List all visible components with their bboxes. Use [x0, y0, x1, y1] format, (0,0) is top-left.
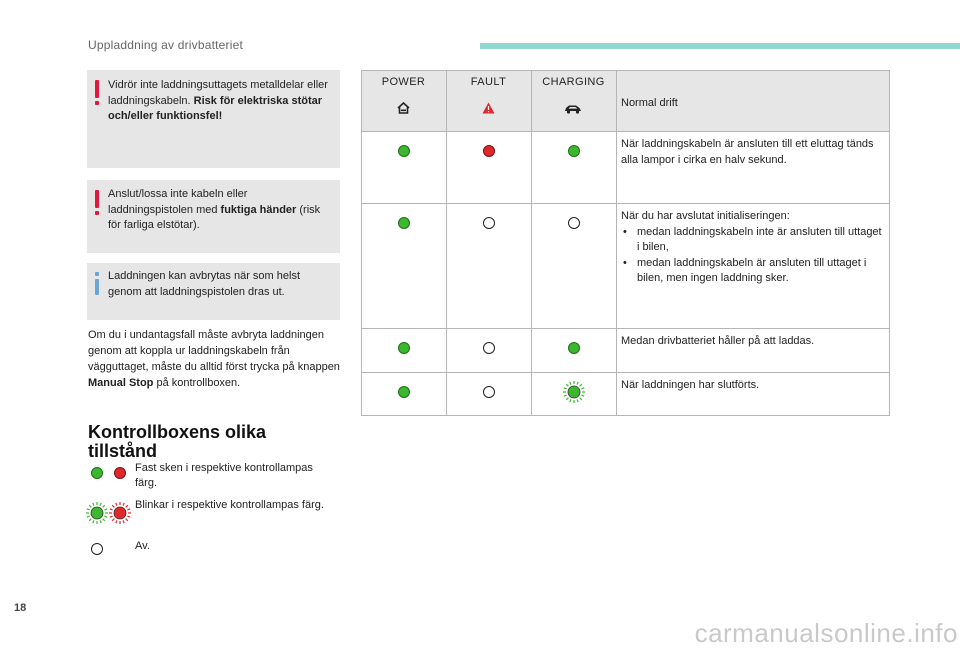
legend-off-text: Av.: [135, 540, 150, 552]
status-table: [361, 70, 890, 416]
exclamation-icon: [95, 80, 99, 98]
section-title: Kontrollboxens olika tillstånd: [88, 422, 267, 461]
green-led-icon: [398, 342, 410, 354]
row-desc: När laddningskabeln är ansluten till ett eluttag tänds alla lampor i cirka en halv sekund.: [621, 138, 874, 166]
green-led-icon: [398, 145, 410, 157]
green-led-icon: [398, 386, 410, 398]
green-led-icon: [568, 145, 580, 157]
row-desc: När laddningen har slutförts.: [621, 379, 760, 391]
warning-text: Vidrör inte laddningsuttagets metalldelar eller laddningskabeln. Risk för elektriska stötar och/eller funktionsfel!: [108, 79, 328, 122]
off-led-icon: [568, 217, 580, 229]
manual-stop-paragraph: Om du i undantagsfall måste avbryta laddningen genom att koppla ur laddningskabeln från vägguttaget, måste du alltid först trycka på knappen Manual Stop på kontrollboxen.: [88, 329, 340, 389]
info-box-interrupt: [87, 263, 340, 320]
info-icon: [95, 272, 99, 276]
page-number: 18: [14, 602, 27, 614]
exclamation-icon: [95, 190, 99, 208]
row-desc: När du har avslutat initialiseringen: • medan laddningskabeln inte är ansluten till uttaget i bilen, • medan laddningskabeln är ansluten till uttaget i bilen, men ingen laddning sker.: [621, 209, 883, 287]
green-led-icon: [398, 217, 410, 229]
page-header-title: Uppladdning av drivbatteriet: [88, 38, 244, 52]
led-off-icon: [91, 543, 103, 555]
column-header-charging: CHARGING: [542, 76, 605, 88]
green-led-icon: [568, 342, 580, 354]
watermark: carmanualsonline.info: [694, 618, 958, 648]
blinking-green-led-icon: [85, 501, 109, 525]
steady-red-led-icon: [114, 467, 126, 479]
red-led-icon: [483, 145, 495, 157]
blinking-red-led-icon: [108, 501, 132, 525]
column-header-fault: FAULT: [470, 76, 507, 88]
off-led-icon: [483, 342, 495, 354]
off-led-icon: [483, 386, 495, 398]
info-text: Laddningen kan avbrytas när som helst genom att laddningspistolen dras ut.: [108, 270, 301, 298]
bullet-item: • medan laddningskabeln inte är ansluten till uttaget i bilen,: [623, 225, 882, 253]
header-desc: Normal drift: [621, 97, 678, 109]
legend-blink-text: Blinkar i respektive kontrollampas färg.: [135, 499, 324, 511]
blinking-led-icon: [562, 380, 586, 404]
steady-green-led-icon: [91, 467, 103, 479]
off-led-icon: [483, 217, 495, 229]
bullet-item: • medan laddningskabeln är ansluten till uttaget i bilen, men ingen laddning sker.: [623, 256, 867, 284]
legend-steady-text: Fast sken i respektive kontrollampas färg.: [135, 462, 313, 489]
row-desc: Medan drivbatteriet håller på att laddas.: [621, 335, 815, 347]
column-header-power: POWER: [381, 76, 426, 88]
warning-box-wet-hands: [87, 180, 340, 253]
header-accent-bar: [480, 43, 960, 49]
warning-text: Anslut/lossa inte kabeln eller laddningspistolen med fuktiga händer (risk för farliga elstötar).: [108, 188, 321, 231]
warning-box-electric: [87, 70, 340, 168]
